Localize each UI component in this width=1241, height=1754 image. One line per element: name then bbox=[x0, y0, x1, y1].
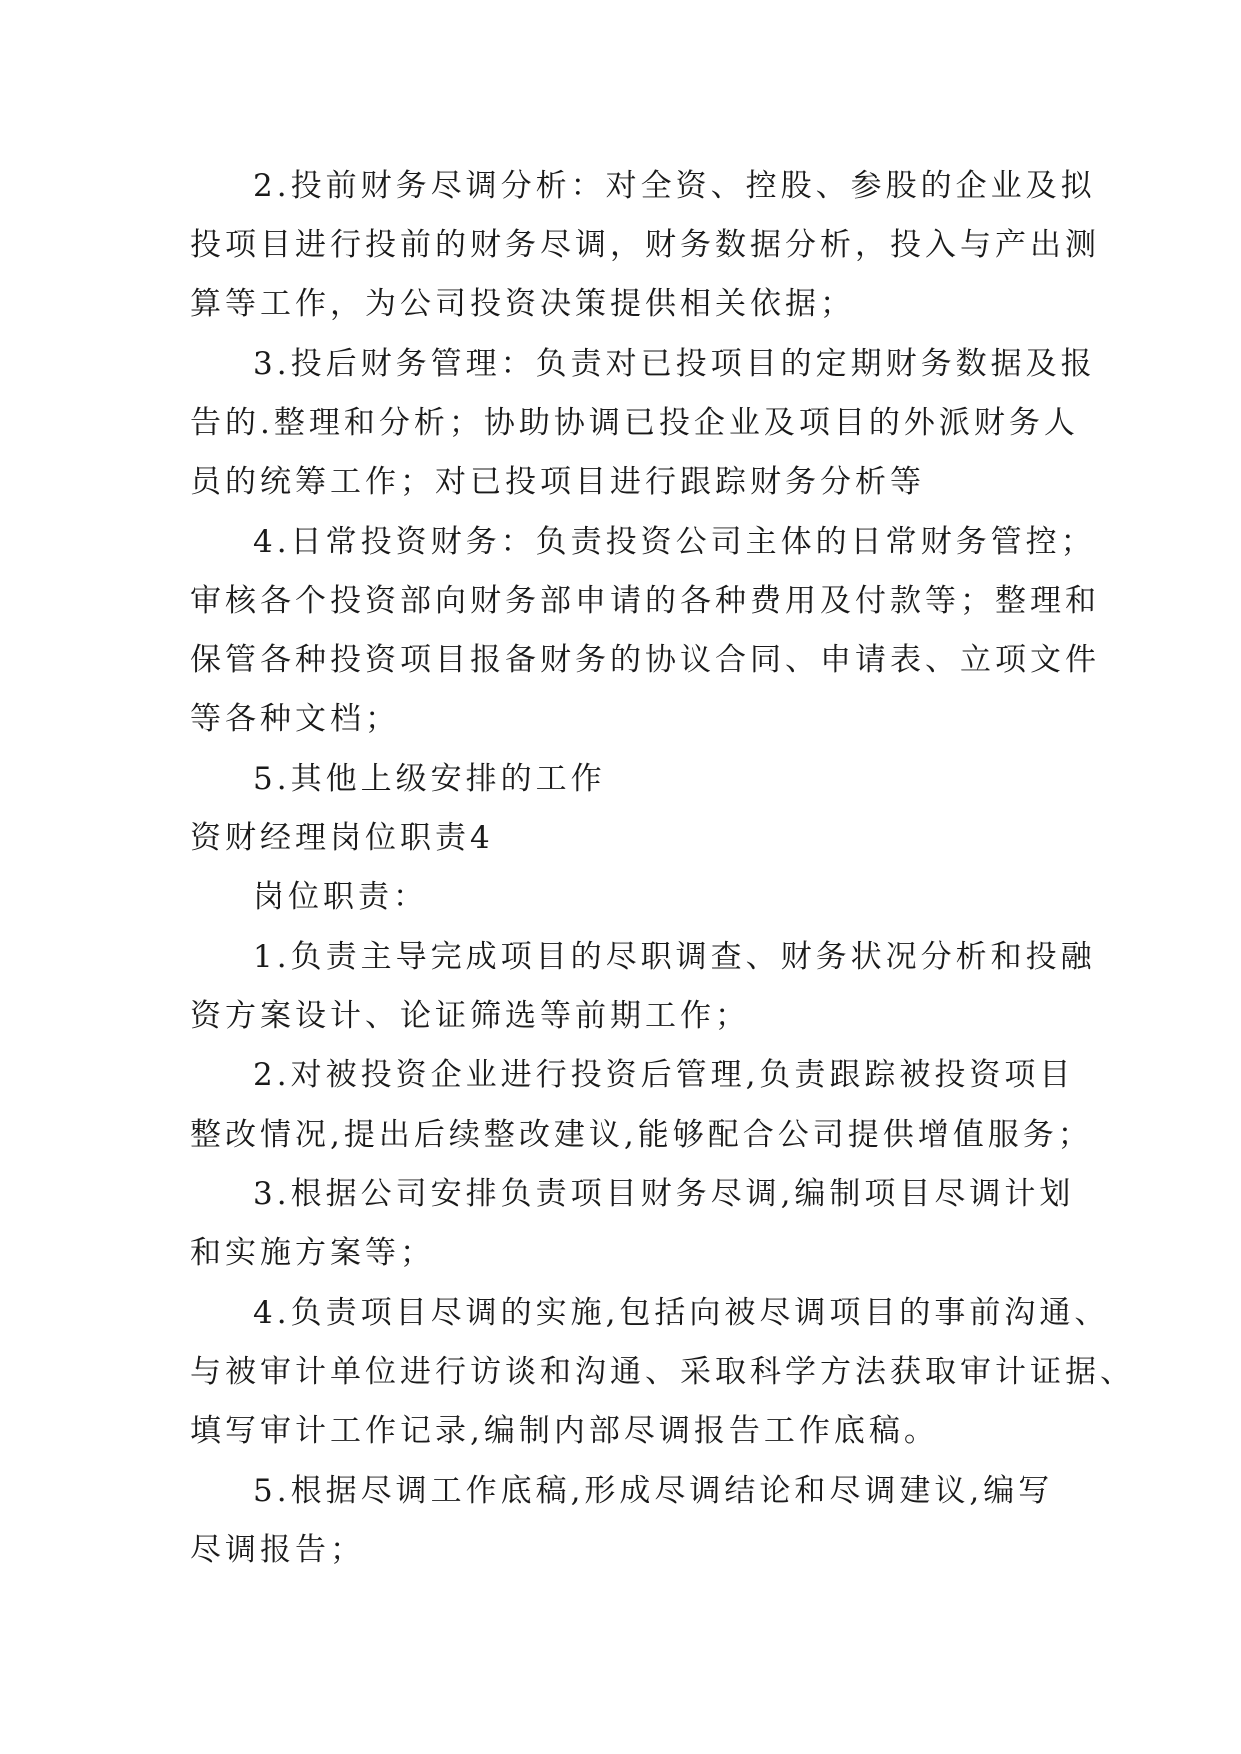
paragraph-line: 2.对被投资企业进行投资后管理,负责跟踪被投资项目 bbox=[253, 1057, 1075, 1093]
section-subheading: 岗位职责： bbox=[253, 879, 428, 915]
paragraph-line: 2.投前财务尽调分析：对全资、控股、参股的企业及拟 bbox=[253, 168, 1096, 204]
paragraph-line: 填写审计工作记录,编制内部尽调报告工作底稿。 bbox=[190, 1413, 939, 1449]
paragraph-line: 1.负责主导完成项目的尽职调查、财务状况分析和投融 bbox=[253, 939, 1096, 975]
paragraph-line: 员的统筹工作；对已投项目进行跟踪财务分析等 bbox=[190, 464, 925, 500]
paragraph-line: 尽调报告； bbox=[190, 1532, 365, 1568]
paragraph-line: 告的.整理和分析；协助协调已投企业及项目的外派财务人 bbox=[190, 405, 1079, 441]
paragraph-line: 3.投后财务管理：负责对已投项目的定期财务数据及报 bbox=[253, 346, 1096, 382]
paragraph-line: 投项目进行投前的财务尽调，财务数据分析，投入与产出测 bbox=[190, 227, 1100, 263]
paragraph-line: 等各种文档； bbox=[190, 701, 400, 737]
paragraph-line: 算等工作，为公司投资决策提供相关依据； bbox=[190, 286, 855, 322]
paragraph-line: 整改情况,提出后续整改建议,能够配合公司提供增值服务； bbox=[190, 1117, 1093, 1153]
paragraph-line: 与被审计单位进行访谈和沟通、采取科学方法获取审计证据、 bbox=[190, 1354, 1135, 1390]
paragraph-line: 5.根据尽调工作底稿,形成尽调结论和尽调建议,编写 bbox=[253, 1473, 1054, 1509]
section-heading: 资财经理岗位职责4 bbox=[190, 820, 494, 856]
paragraph-line: 和实施方案等； bbox=[190, 1235, 435, 1271]
paragraph-line: 5.其他上级安排的工作 bbox=[253, 761, 606, 797]
paragraph-line: 4.日常投资财务：负责投资公司主体的日常财务管控； bbox=[253, 524, 1096, 560]
paragraph-line: 保管各种投资项目报备财务的协议合同、申请表、立项文件 bbox=[190, 642, 1100, 678]
paragraph-line: 4.负责项目尽调的实施,包括向被尽调项目的事前沟通、 bbox=[253, 1295, 1110, 1331]
paragraph-line: 3.根据公司安排负责项目财务尽调,编制项目尽调计划 bbox=[253, 1176, 1075, 1212]
paragraph-line: 资方案设计、论证筛选等前期工作； bbox=[190, 998, 750, 1034]
paragraph-line: 审核各个投资部向财务部申请的各种费用及付款等；整理和 bbox=[190, 583, 1100, 619]
